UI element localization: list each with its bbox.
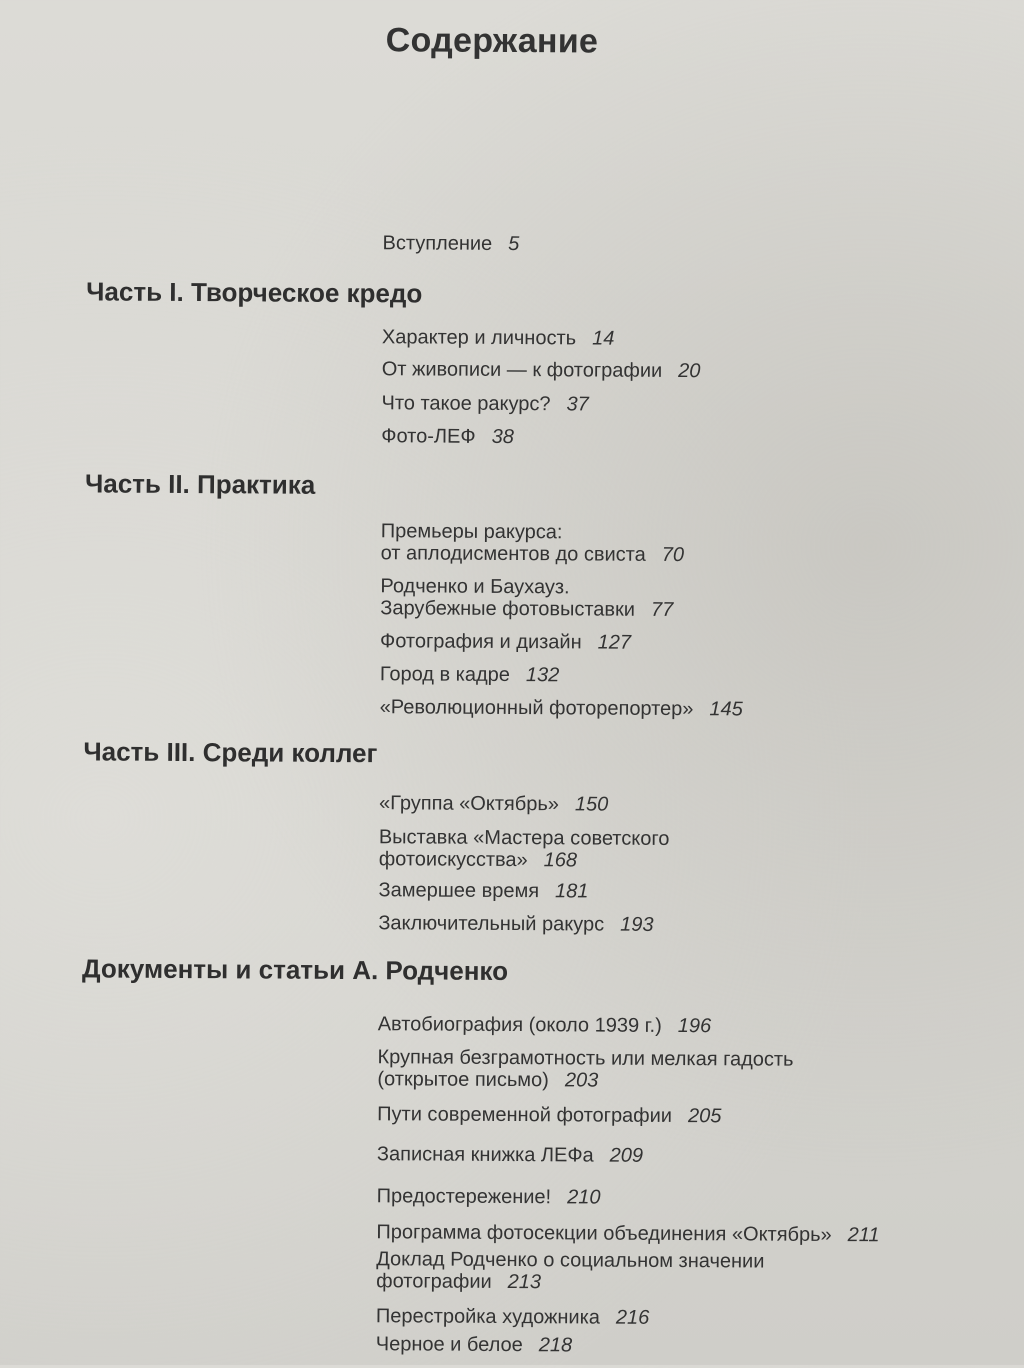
toc-entry-line [381, 520, 685, 544]
toc-entry [376, 1221, 879, 1246]
toc-entry [377, 1103, 721, 1127]
toc-entry-label: Зарубежные фотовыставки [380, 597, 636, 621]
toc-entry-page: 205 [687, 1105, 722, 1128]
toc-entry-page: 216 [615, 1306, 650, 1329]
toc-entry-label: Крупная безграмотность или мелкая гадость [377, 1046, 794, 1071]
toc-entry-line [378, 912, 653, 936]
toc-entry-label: Заключительный ракурс [378, 912, 605, 936]
toc-entry-label: Предостережение! [376, 1185, 552, 1209]
toc-entry [377, 1143, 643, 1167]
toc-entry-page: 70 [661, 543, 685, 567]
toc-entry-label: Перестройка художника [375, 1305, 601, 1329]
part-heading: Часть I. Творческое кредо [86, 276, 423, 309]
part-heading: Часть II. Практика [84, 468, 316, 500]
toc-entry-line [376, 1305, 650, 1329]
toc-entry-page: 196 [677, 1015, 712, 1038]
toc-entry-line [381, 425, 514, 448]
toc-entry-line [382, 326, 615, 349]
toc-entry-label: Что такое ракурс? [381, 392, 551, 416]
toc-entry-line [379, 848, 670, 872]
toc-entry-page: 14 [592, 327, 615, 350]
toc-entry-line [377, 1046, 793, 1071]
toc-entry-page: 168 [543, 849, 578, 872]
toc-entry-line [376, 1221, 879, 1246]
toc-entry [378, 1013, 712, 1037]
toc-entry-page: 145 [709, 698, 743, 721]
toc-entry-line [381, 392, 588, 415]
toc-entry [381, 520, 685, 566]
toc-entry-line [376, 1270, 764, 1294]
toc-entry [380, 663, 560, 686]
toc-entry-line [382, 232, 519, 255]
toc-entry-page: 20 [678, 360, 701, 383]
part-heading: Документы и статьи А. Родченко [81, 953, 509, 986]
toc-entry-line [378, 1013, 712, 1037]
toc-entry-label: Программа фотосекции объединения «Октябрь» [376, 1221, 832, 1246]
toc-entry-line [377, 1143, 643, 1167]
toc-entry-label: (открытое письмо) [377, 1068, 549, 1092]
toc-entry-label: от аплодисментов до свиста [380, 542, 646, 566]
toc-entry [382, 326, 615, 349]
toc-entry-line [380, 575, 673, 599]
toc-entry-label: Автобиография (около 1939 г.) [377, 1013, 662, 1037]
page-title: Содержание [385, 21, 599, 61]
toc-entry-label: Родченко и Баухауз. [380, 575, 570, 599]
toc-entry-page: 127 [597, 631, 632, 654]
toc-entry-page: 77 [650, 598, 674, 621]
toc-entry-line [378, 879, 588, 902]
toc-entry-page: 209 [609, 1144, 644, 1167]
toc-entry [377, 1046, 793, 1093]
toc-entry-page: 203 [564, 1069, 599, 1092]
toc-entry [380, 575, 673, 621]
toc-entry-label: Фотография и дизайн [380, 630, 582, 654]
toc-entry-label: Характер и личность [381, 326, 577, 350]
toc-entry-label: «Группа «Октябрь» [379, 792, 559, 816]
toc-entry-line [380, 630, 631, 654]
toc-entry-intro [382, 232, 519, 255]
toc-entry-page: 193 [620, 913, 654, 936]
toc-entry-label: Премьеры ракурса: [380, 520, 563, 544]
toc-entry [377, 1185, 601, 1208]
toc-entry-line [379, 826, 670, 850]
toc-entry-page: 210 [567, 1186, 601, 1209]
toc-entry-label: Фото-ЛЕФ [381, 425, 476, 448]
toc-entry-label: Выставка «Мастера советского [378, 826, 670, 850]
toc-entry [376, 1333, 572, 1356]
toc-entry-label: Черное и белое [375, 1333, 523, 1357]
toc-entry-line [380, 663, 560, 686]
toc-entry-line [377, 1103, 721, 1127]
part-heading: Часть III. Среди коллег [83, 736, 378, 769]
toc-entry-page: 218 [538, 1334, 573, 1357]
toc-entry-label: «Революционный фоторепортер» [379, 696, 694, 721]
toc-entry [382, 358, 701, 382]
toc-entry-line [376, 1333, 572, 1356]
toc-entry-label: Замершее время [378, 879, 540, 903]
toc-entry-label: Доклад Родченко о социальном значении [376, 1248, 765, 1273]
toc-entry-page: 213 [507, 1270, 542, 1294]
toc-entry-line [382, 358, 701, 382]
toc-entry-page: 181 [554, 880, 589, 903]
toc-entry-line [380, 597, 673, 621]
toc-entry [380, 630, 631, 654]
toc-entry-label: фотографии [376, 1270, 492, 1293]
toc-entry-line [381, 542, 685, 566]
toc-entry-page: 132 [525, 664, 560, 687]
toc-entry [376, 1305, 650, 1329]
toc-entry [381, 425, 514, 448]
toc-entry-line [380, 696, 743, 720]
toc-entry-page: 37 [566, 393, 589, 416]
toc-entry-label: Город в кадре [379, 663, 511, 686]
toc-entry-line [379, 792, 608, 815]
toc-entry-label: Вступление [382, 232, 493, 255]
toc-entry [379, 792, 608, 815]
toc-entry-page: 150 [574, 793, 609, 816]
toc-entry-label: фотоискусства» [378, 848, 528, 872]
toc-entry-line [377, 1185, 601, 1208]
toc-entry-label: Записная книжка ЛЕФа [376, 1143, 594, 1167]
toc-entry [378, 912, 653, 936]
toc-entry [381, 392, 588, 415]
toc-entry-line [376, 1248, 764, 1272]
toc-entry-line [377, 1068, 793, 1093]
toc-entry-label: От живописи — к фотографии [381, 358, 663, 382]
toc-entry-page: 5 [508, 232, 520, 256]
toc-entry-label: Пути современной фотографии [377, 1103, 673, 1127]
toc-entry [379, 826, 670, 872]
toc-entry [378, 879, 588, 902]
toc-entry [380, 696, 743, 720]
toc-entry-page: 38 [491, 425, 514, 449]
toc-entry-page: 211 [847, 1224, 880, 1247]
toc-entry [376, 1248, 764, 1294]
